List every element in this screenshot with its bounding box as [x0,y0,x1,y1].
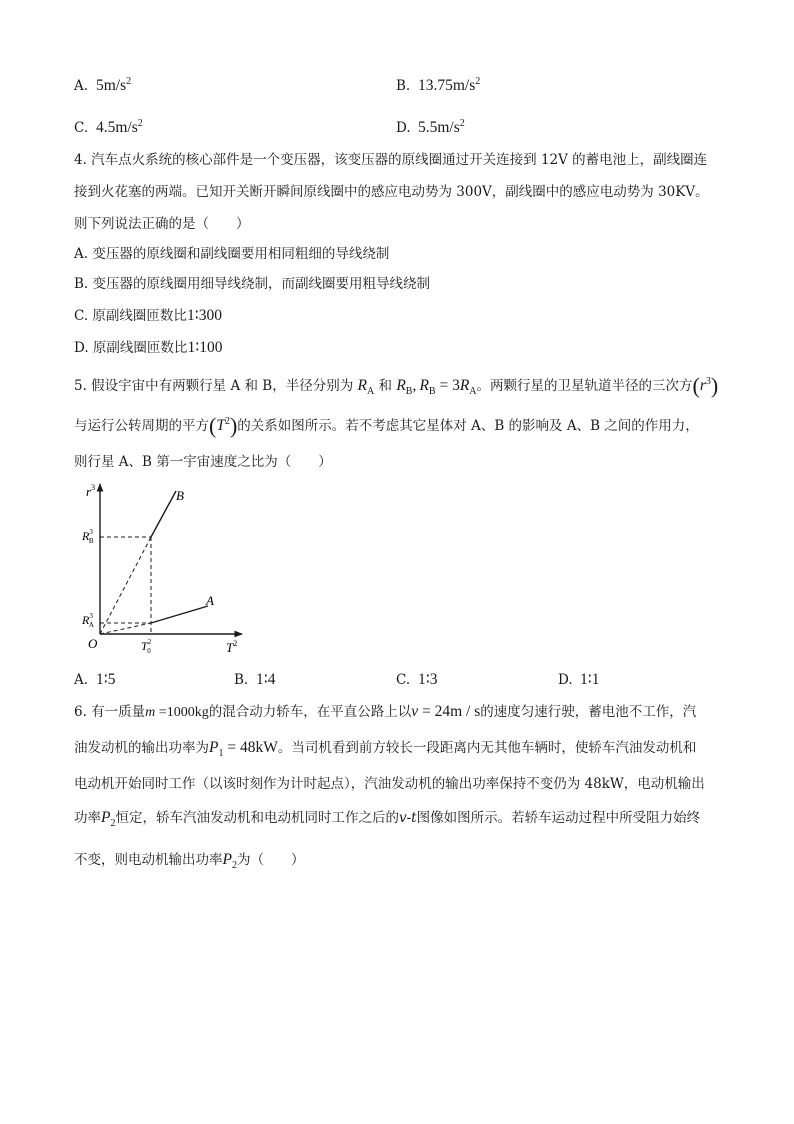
q3-option-b: B. $13.75m/s^2$ [396,76,481,95]
q3-option-b-value: 13.75m/s [418,77,476,95]
q6-line-2: 油发动机的输出功率为$P_1 = 48kW$。当司机看到前方较长一段距离内无其他车辆时，使轿车汽油发动机和 [74,739,697,760]
q5-t2: $(T^2)$ [209,413,238,439]
q4-option-c-ratio: 1∶300 [186,307,222,324]
q6-line-4: 功率$P_2$恒定，轿车汽油发动机和电动机同时工作之后的v-t图像如图所示。若轿车运动过程中所受阻力始终 [74,809,701,830]
q6-velocity: v = 24m / s [411,703,481,720]
x-axis-label: $T^2$ [226,639,238,655]
q3-option-a-value: 5m/s [96,77,127,95]
q4-line-1: 4. 汽车点火系统的核心部件是一个变压器，该变压器的原线圈通过开关连接到 12V 的蓄电池上，副线圈连 [74,152,708,168]
q5-r3: $(r^3)$ [692,373,719,399]
q6-p1: $P_1 = 48kW$ [209,739,278,760]
q6-line-1: 6. 有一质量m =1000kg的混合动力轿车，在平直公路上以v = 24m / s的速度匀速行驶，蓄电池不工作，汽 [74,703,697,720]
rb-label: $R^3$ B [82,528,94,545]
b-extension-dashed [100,537,151,634]
q4-line-2: 接到火花塞的两端。已知开关断开瞬间原线圈中的感应电动势为 300V，副线圈中的感应电动势为 30KV。 [74,184,709,200]
q4-option-c: C. 原副线圈匝数比1∶300 [74,307,222,324]
q4-line-3: 则下列说法正确的是（ ） [74,216,250,232]
q6-line-3: 电动机开始同时工作（以该时刻作为计时起点），汽油发动机的输出功率保持不变仍为 48kW，电动机输出 [74,776,705,792]
q5-option-c: C. 1∶3 [396,671,438,688]
q6-p2-question: $P_2$ [222,851,237,872]
q5-line-1: 5. 假设宇宙中有两颗行星 A 和 B，半径分别为 $R_A$ 和 $R_B$, $R_B = 3R_A$。两颗行星的卫星轨道半径的三次方$(r^3)$ [74,373,719,399]
q5-ra: $R_A$ [357,377,375,398]
q4-option-a: A. 变压器的原线圈和副线圈要用相同粗细的导线绕制 [74,246,390,262]
q6-line-5: 不变，则电动机输出功率$P_2$为（ ） [74,851,305,872]
q4-option-d: D. 原副线圈匝数比1∶100 [74,339,223,356]
q4-option-d-ratio: 1∶100 [187,339,223,356]
q5-line-2: 与运行公转周期的平方$(T^2)$的关系如图所示。若不考虑其它星体对 A、B 的影响及 A、B 之间的作用力， [74,413,699,439]
a-extension-dashed [100,623,151,634]
q3-option-a: A. $5m/s^2$ [74,76,132,95]
line-a-label: A [206,593,214,608]
q3-option-d: D. $5.5m/s^2$ [396,118,465,137]
line-b-label: B [176,488,184,503]
q5-line-3: 则行星 A、B 第一宇宙速度之比为（ ） [74,454,332,470]
y-axis-label: $r^3$ [86,483,96,499]
q6-mass: m =1000kg [145,705,209,720]
origin-label: O [88,636,98,651]
q3-option-c: C. $4.5m/s^2$ [74,118,143,137]
line-a [151,606,208,623]
q5-option-a: A. 1∶5 [74,671,116,688]
q5-rb: $R_B$, $R_B = 3R_A$ [396,377,477,398]
q6-p2: $P_2$ [101,809,116,830]
line-b [151,491,176,537]
q5-option-b: B. 1∶4 [234,671,276,688]
q3-option-d-value: 5.5m/s [418,119,460,137]
q3-option-c-value: 4.5m/s [96,119,138,137]
q5-graph [78,478,258,658]
q5-option-d: D. 1∶1 [558,671,600,688]
ra-label: $R^3$ A [82,612,94,629]
t0-label: $T^2$ 0 [141,638,152,655]
q4-option-b: B. 变压器的原线圈用细导线绕制，而副线圈要用粗导线绕制 [74,276,431,292]
